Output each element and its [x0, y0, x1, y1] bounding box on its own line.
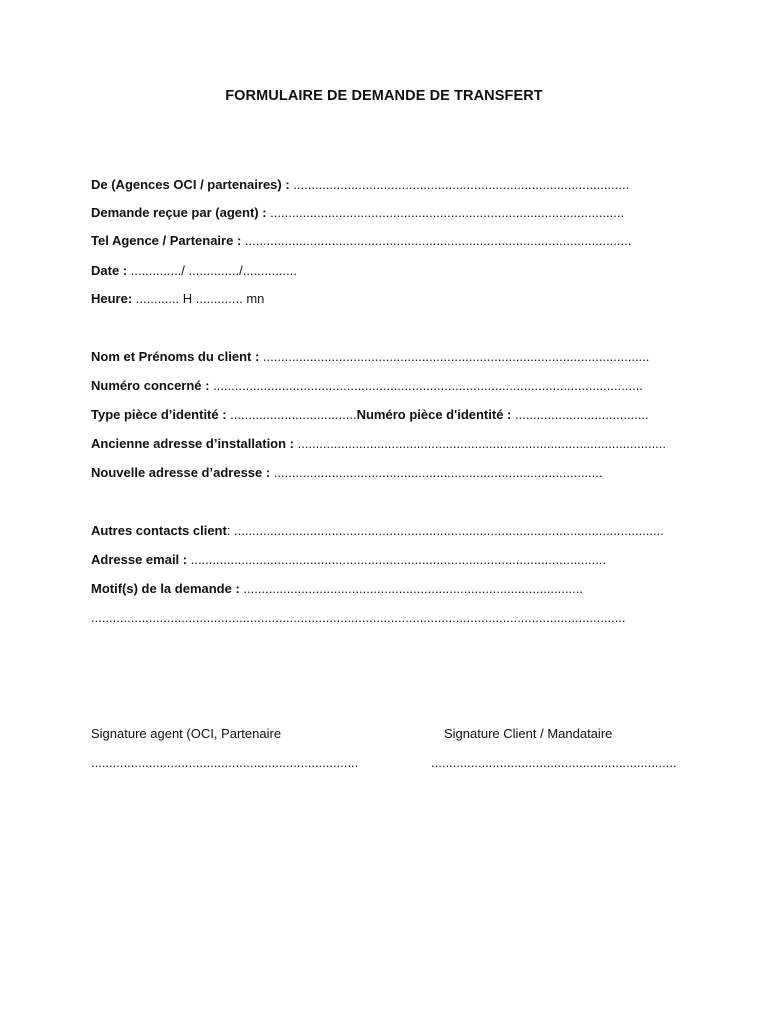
- field-adresse-email-label: Adresse email :: [91, 552, 188, 567]
- field-motif-line[interactable]: ..............................................................................................: [239, 581, 583, 596]
- field-motif-line-2[interactable]: ....................................................................................................................................................: [91, 610, 626, 625]
- field-de-label: De (Agences OCI / partenaires) :: [91, 177, 290, 192]
- field-motif-continuation: [91, 609, 626, 627]
- field-date-label: Date :: [91, 263, 128, 278]
- field-nom-prenoms-label: Nom et Prénoms du client :: [91, 349, 260, 364]
- field-date-line[interactable]: ............../ ............../...............: [127, 263, 297, 278]
- form-title: FORMULAIRE DE DEMANDE DE TRANSFERT: [225, 88, 543, 104]
- field-numero-piece-line[interactable]: .....................................: [511, 407, 649, 422]
- field-nouvelle-adresse: [91, 464, 603, 482]
- field-tel-agence: [91, 232, 631, 250]
- field-motif-label: Motif(s) de la demande :: [91, 581, 240, 596]
- field-motif: [91, 580, 583, 598]
- signature-agent-label: Signature agent (OCI, Partenaire: [91, 726, 282, 741]
- field-demande-recue-line[interactable]: ..................................................................................................: [266, 205, 625, 220]
- field-numero-concerne-line[interactable]: .......................................................................................................................: [209, 378, 643, 393]
- field-tel-agence-label: Tel Agence / Partenaire :: [91, 233, 242, 248]
- field-ancienne-adresse-line[interactable]: ......................................................................................................: [294, 436, 667, 451]
- field-heure: [91, 290, 264, 308]
- field-numero-piece-label: Numéro pièce d'identité :: [356, 407, 512, 422]
- field-adresse-email-line[interactable]: ...................................................................................................................: [187, 552, 607, 567]
- field-date: [91, 262, 297, 280]
- field-autres-contacts-line[interactable]: : .......................................................................................................................: [226, 523, 664, 538]
- field-tel-agence-line[interactable]: ...........................................................................................................: [241, 233, 632, 248]
- field-autres-contacts-label: Autres contacts client: [91, 523, 227, 538]
- field-autres-contacts: [91, 522, 664, 540]
- signature-client-label: Signature Client / Mandataire: [444, 726, 613, 741]
- field-numero-concerne-label: Numéro concerné :: [91, 378, 210, 393]
- field-heure-line[interactable]: ............ H ............. mn: [132, 291, 265, 306]
- field-heure-label: Heure:: [91, 291, 133, 306]
- field-demande-recue-label: Demande reçue par (agent) :: [91, 205, 267, 220]
- field-adresse-email: [91, 551, 606, 569]
- field-nouvelle-adresse-label: Nouvelle adresse d’adresse :: [91, 465, 271, 480]
- field-piece-identite: [91, 406, 649, 424]
- field-ancienne-adresse-label: Ancienne adresse d’installation :: [91, 436, 294, 451]
- field-de: [91, 176, 629, 194]
- field-type-piece-line[interactable]: ...................................: [226, 407, 357, 422]
- field-de-line[interactable]: .............................................................................................: [289, 177, 630, 192]
- field-numero-concerne: [91, 377, 643, 395]
- field-type-piece-label: Type pièce d’identité :: [91, 407, 227, 422]
- field-demande-recue: [91, 204, 624, 222]
- signature-agent-line[interactable]: ..........................................................................: [91, 755, 359, 770]
- signature-client-line[interactable]: ....................................................................: [431, 755, 677, 770]
- field-ancienne-adresse: [91, 435, 666, 453]
- field-nom-prenoms: [91, 348, 649, 366]
- field-nouvelle-adresse-line[interactable]: ...........................................................................................: [270, 465, 603, 480]
- field-nom-prenoms-line[interactable]: ...........................................................................................................: [259, 349, 650, 364]
